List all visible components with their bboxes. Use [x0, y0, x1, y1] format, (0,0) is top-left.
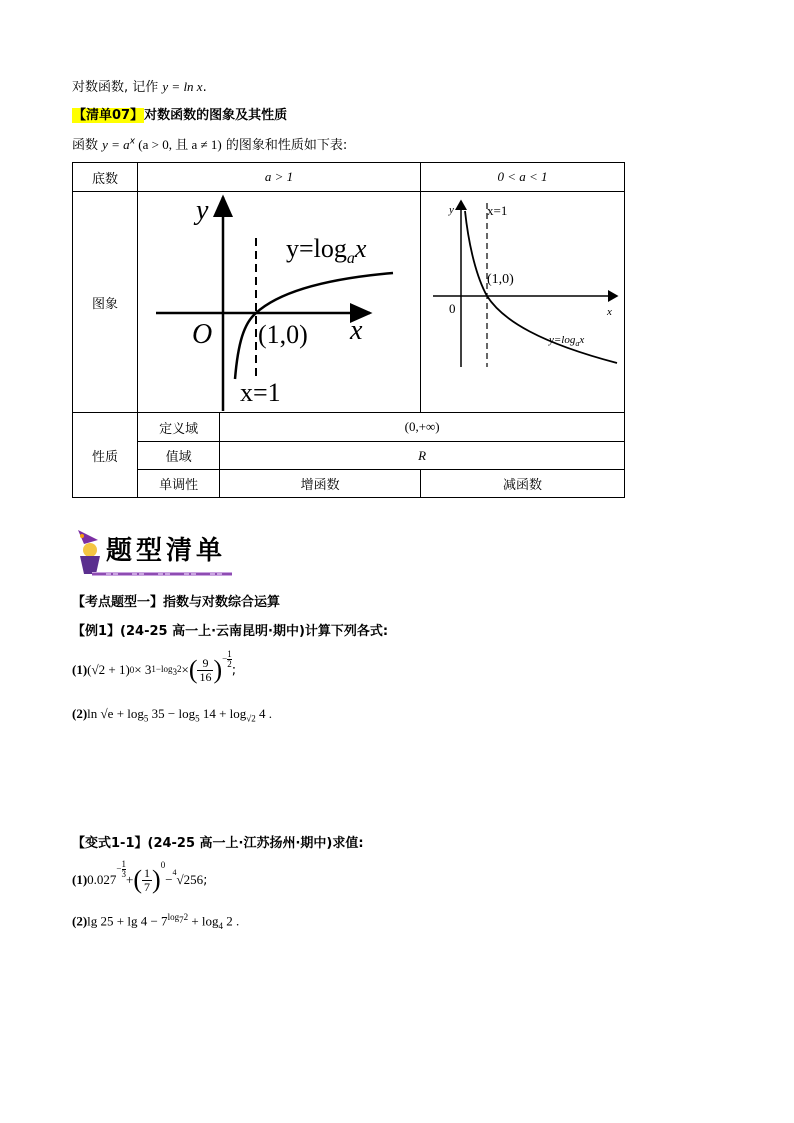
graph-cell-1 — [138, 192, 421, 413]
variant-question-2: (2)lg $25 + \lg 4 - 7^{log_72} + \log_4 2$ . — [72, 912, 240, 931]
vline-label: x=1 — [240, 377, 281, 407]
q-label: (2) — [72, 913, 88, 929]
q2-text: ln √e + log — [87, 706, 144, 721]
vq1-fraction: $\frac{1}{7}$ — [144, 865, 151, 894]
table-intro-sup: x — [129, 136, 136, 147]
vq2-text: lg 25 + lg 4 − 7 — [87, 913, 168, 929]
y-axis-label-2: y — [449, 203, 454, 216]
log-graph-increasing — [138, 193, 420, 412]
table-intro-suffix: 的图象和性质如下表: — [221, 138, 348, 153]
mono-label: 单调性 — [138, 470, 220, 498]
vq1-root-index: 4 — [172, 868, 177, 877]
example-prompt: 计算下列各式: — [304, 624, 389, 639]
example-tag: 【例1】 — [72, 624, 121, 639]
q1-times: × 3 — [134, 662, 152, 677]
log-properties-table — [72, 162, 625, 498]
example-heading — [72, 620, 388, 639]
point-label-2: (1,0) — [487, 271, 514, 287]
vq1-neg-exp: − $\frac{1}{3}$ — [116, 859, 126, 879]
table-intro-prefix: 函数 — [72, 138, 103, 153]
table-intro — [72, 134, 347, 153]
curve-label: $y=\log_ax$ — [286, 233, 367, 267]
q1-exp3sub: 3 — [172, 666, 177, 677]
mono-increasing: 增函数 — [220, 470, 421, 498]
col-a-lt-1: 0 < a < 1 — [421, 163, 625, 192]
example-source: (24-25 高一上·云南昆明·期中) — [120, 624, 305, 639]
banner-underline — [92, 570, 232, 578]
range-value: R — [220, 442, 625, 470]
topic-heading — [72, 591, 280, 610]
col-a-gt-1: a > 1 — [138, 163, 421, 192]
q-label: (2) — [72, 706, 88, 721]
q-label: (1) — [72, 662, 88, 677]
q1-exp3end: 2 — [176, 663, 182, 674]
domain-label: 定义域 — [138, 413, 220, 442]
base-label: 底数 — [73, 163, 138, 192]
x-axis-label: x — [350, 314, 363, 346]
origin-label-2: 0 — [449, 300, 456, 316]
vline-label-2: x=1 — [487, 202, 508, 218]
variant-source: (24-25 高一上·江苏扬州·期中) — [147, 836, 333, 851]
q1-exp0: 0 — [129, 665, 135, 675]
example-question-2: (2)ln $√e + \log_5 35 - \log_5 14 + \log_{√2} 4$ . — [72, 706, 272, 724]
topic-banner — [72, 524, 242, 582]
variant-prompt: 求值: — [332, 836, 364, 851]
q1-fraction: $\frac{9}{16}$ — [199, 655, 212, 684]
intro-line — [72, 76, 207, 95]
topic-title: 指数与对数综合运算 — [163, 595, 281, 610]
vq1-root: √256 — [176, 872, 204, 887]
y-axis-label: y — [196, 194, 209, 226]
curve-label-2: $y=\log_ax$ — [549, 333, 585, 348]
topic-tag: 【考点题型一】 — [72, 595, 164, 610]
origin-label: O — [192, 318, 213, 350]
intro-formula: y = ln x — [162, 79, 203, 94]
table-intro-cond: (a > 0, 且 a ≠ 1) — [135, 137, 222, 152]
q1-exp3: 1−log — [151, 663, 173, 674]
q-label: (1) — [72, 872, 88, 887]
x-axis-label-2: x — [607, 305, 612, 318]
example-question-1: (1) (√2 + 1) 0 × 3 $1-\log_32$ × ( $\frac{9}{16}$ ) − $\frac{1}{2}$ ; — [72, 649, 237, 684]
list-heading — [72, 104, 287, 123]
table-intro-formula: y = a — [102, 137, 130, 152]
log-curve-2 — [465, 211, 617, 363]
q1-neg-exp: − $\frac{1}{2}$ — [222, 649, 232, 669]
intro-suffix: . — [202, 80, 207, 95]
list-tag: 【清单07】 — [73, 108, 144, 123]
q1-end: ; — [231, 662, 237, 678]
graph-label: 图象 — [73, 192, 138, 413]
mono-decreasing: 减函数 — [421, 470, 625, 498]
graph-cell-2 — [421, 192, 625, 413]
list-title: 对数函数的图象及其性质 — [144, 108, 288, 123]
q1-base: (√2 + 1) — [87, 662, 130, 677]
point-label: (1,0) — [258, 319, 308, 349]
vq1-base: 0.027 — [87, 872, 117, 887]
range-label: 值域 — [138, 442, 220, 470]
variant-tag: 【变式1-1】 — [72, 836, 148, 851]
log-graph-decreasing — [421, 193, 624, 412]
q1-times2: × — [181, 662, 189, 677]
intro-text: 对数函数, 记作 — [72, 80, 163, 95]
banner-title: 题型清单 — [106, 536, 227, 566]
variant-heading — [72, 832, 364, 851]
props-label: 性质 — [73, 413, 138, 498]
variant-question-1: (1) 0.027 − $\frac{1}{3}$ + ( $\frac{1}{7}$ ) $^0$ − $^4$ √256 ; — [72, 859, 208, 894]
domain-value: (0,+∞) — [220, 413, 625, 442]
